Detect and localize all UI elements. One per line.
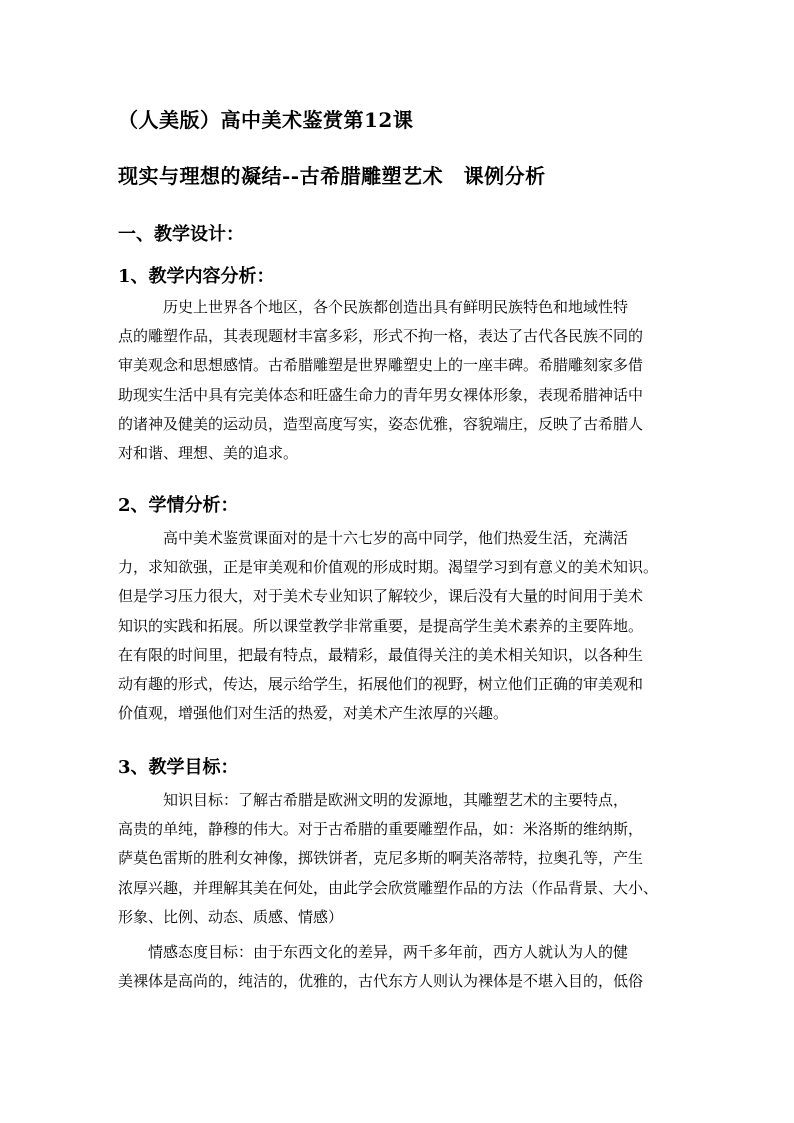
paragraph-emotional-goals <box>118 938 678 996</box>
paragraph-student-analysis <box>118 524 678 728</box>
text-line: 助现实生活中具有完美体态和旺盛生命力的青年男女裸体形象，表现希腊神话中 <box>118 385 644 404</box>
subsection-heading-content-analysis: 1、教学内容分析： <box>118 266 275 287</box>
text-line: 历史上世界各个地区，各个民族都创造出具有鲜明民族特色和地域性特 <box>118 298 629 316</box>
text-line: 但是学习压力很大，对于美术专业知识了解较少，课后没有大量的时间用于美术 <box>118 587 644 606</box>
text-line: 的诸神及健美的运动员，造型高度写实，姿态优雅，容貌端庄，反映了古希腊人 <box>118 414 644 433</box>
text-line: 审美观念和思想感情。古希腊雕塑是世界雕塑史上的一座丰碑。希腊雕刻家多借 <box>118 356 644 375</box>
text-line: 情感态度目标：由于东西文化的差异，两千多年前，西方人就认为人的健 <box>118 943 629 961</box>
text-line: 力，求知欲强，正是审美观和价值观的形成时期。渴望学习到有意义的美术知识。 <box>118 558 659 577</box>
section-heading-teaching-design: 一、教学设计： <box>118 224 244 245</box>
text-line: 在有限的时间里，把最有特点，最精彩，最值得关注的美术相关知识，以各种生 <box>118 645 644 664</box>
text-line: 萨莫色雷斯的胜利女神像，掷铁饼者，克尼多斯的啊芙洛蒂特，拉奥孔等，产生 <box>118 849 644 868</box>
text-line: 点的雕塑作品，其表现题材丰富多彩，形式不拘一格，表达了古代各民族不同的 <box>118 327 644 346</box>
document-subtitle: 现实与理想的凝结--古希腊雕塑艺术 课例分析 <box>118 164 546 188</box>
text-line: 知识的实践和拓展。所以课堂教学非常重要，是提高学生美术素养的主要阵地。 <box>118 616 644 635</box>
text-line: 美裸体是高尚的，纯洁的，优雅的，古代东方人则认为裸体是不堪入目的，低俗 <box>118 972 644 991</box>
paragraph-content-analysis <box>118 293 678 468</box>
paragraph-knowledge-goals <box>118 786 678 932</box>
text-line: 高中美术鉴赏课面对的是十六七岁的高中同学，他们热爱生活，充满活 <box>118 529 629 547</box>
subsection-heading-teaching-goals: 3、教学目标： <box>118 757 239 778</box>
text-line: 对和谐、理想、美的追求。 <box>118 443 299 462</box>
text-line: 动有趣的形式，传达，展示给学生，拓展他们的视野，树立他们正确的审美观和 <box>118 674 644 693</box>
text-line: 浓厚兴趣，并理解其美在何处，由此学会欣赏雕塑作品的方法（作品背景、大小、 <box>118 878 659 897</box>
subsection-heading-student-analysis: 2、学情分析： <box>118 495 239 516</box>
text-line: 形象、比例、动态、质感、情感） <box>118 907 344 926</box>
text-line: 价值观，增强他们对生活的热爱，对美术产生浓厚的兴趣。 <box>118 704 509 723</box>
document-title: （人美版）高中美术鉴赏第12课 <box>118 108 414 132</box>
text-line: 知识目标：了解古希腊是欧洲文明的发源地，其雕塑艺术的主要特点， <box>118 791 629 809</box>
text-line: 高贵的单纯，静穆的伟大。对于古希腊的重要雕塑作品，如：米洛斯的维纳斯， <box>118 820 644 839</box>
